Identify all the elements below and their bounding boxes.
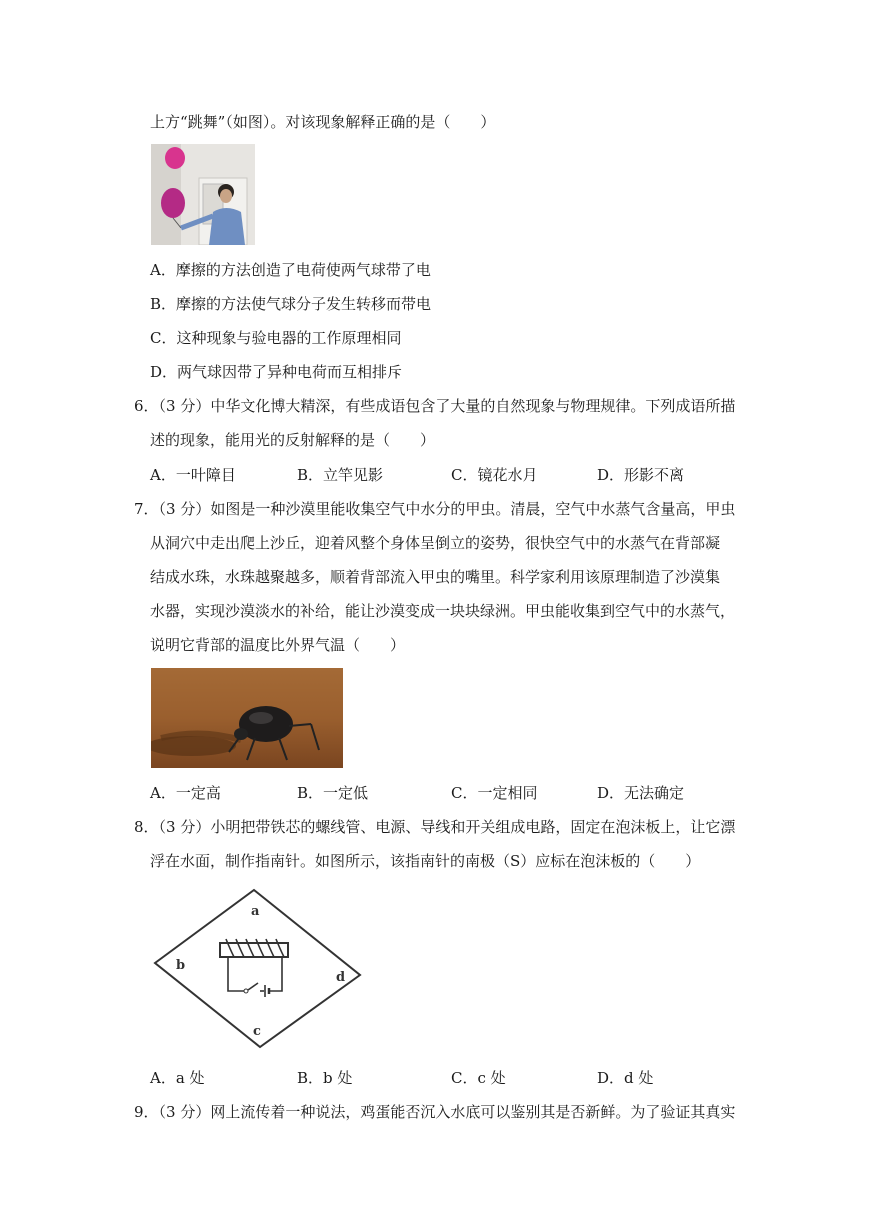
q7-stem-line1: 7．（3 分）如图是一种沙漠里能收集空气中水分的甲虫。清晨，空气中水蒸气含量高，甲虫 (134, 500, 736, 518)
q5-option-d: D．两气球因带了异种电荷而互相排斥 (150, 363, 403, 381)
q8-option-b: B．b 处 (297, 1069, 353, 1087)
q8-option-d: D．d 处 (597, 1069, 654, 1087)
q6-stem-line1: 6．（3 分）中华文化博大精深，有些成语包含了大量的自然现象与物理规律。下列成语所描 (134, 397, 736, 415)
label-d: d (336, 970, 346, 985)
q8-stem-line1: 8．（3 分）小明把带铁芯的螺线管、电源、导线和开关组成电路，固定在泡沫板上，让它漂 (134, 818, 736, 836)
q6-option-c: C．镜花水月 (451, 466, 538, 484)
label-a: a (251, 904, 260, 919)
q6-option-a: A．一叶障目 (150, 466, 236, 484)
switch-icon (244, 989, 248, 993)
q8-stem-line2: 浮在水面，制作指南针。如图所示，该指南针的南极（S）应标在泡沫板的（ ） (150, 852, 701, 870)
q7-option-c: C．一定相同 (451, 784, 538, 802)
q5-option-c: C．这种现象与验电器的工作原理相同 (150, 329, 402, 347)
q8-option-c: C．c 处 (451, 1069, 506, 1087)
q7-stem-line4: 水器，实现沙漠淡水的补给，能让沙漠变成一块块绿洲。甲虫能收集到空气中的水蒸气， (150, 602, 736, 620)
q5-stem: 上方“跳舞”（如图）。对该现象解释正确的是（ ） (150, 113, 496, 131)
q7-option-b: B．一定低 (297, 784, 369, 802)
q7-stem-line3: 结成水珠，水珠越聚越多，顺着背部流入甲虫的嘴里。科学家利用该原理制造了沙漠集 (150, 568, 721, 586)
q6-option-b: B．立竿见影 (297, 466, 384, 484)
q6-option-d: D．形影不离 (597, 466, 685, 484)
q6-stem-line2: 述的现象，能用光的反射解释的是（ ） (150, 431, 436, 449)
solenoid-coil (226, 939, 284, 957)
q7-option-d: D．无法确定 (597, 784, 685, 802)
q7-stem-line5: 说明它背部的温度比外界气温（ ） (150, 636, 406, 654)
label-c: c (253, 1024, 261, 1039)
q8-option-a: A．a 处 (150, 1069, 205, 1087)
beetle-photo (151, 668, 343, 768)
compass-circuit-diagram (150, 885, 365, 1055)
label-b: b (176, 958, 186, 973)
q9-stem-line1: 9．（3 分）网上流传着一种说法，鸡蛋能否沉入水底可以鉴别其是否新鲜。为了验证其真实 (134, 1103, 736, 1121)
q7-option-a: A．一定高 (150, 784, 221, 802)
q5-option-a: A．摩擦的方法创造了电荷使两气球带了电 (150, 261, 431, 279)
balloon-photo (151, 144, 255, 245)
q5-option-b: B．摩擦的方法使气球分子发生转移而带电 (150, 295, 432, 313)
q7-stem-line2: 从洞穴中走出爬上沙丘，迎着风整个身体呈倒立的姿势，很快空气中的水蒸气在背部凝 (150, 534, 721, 552)
